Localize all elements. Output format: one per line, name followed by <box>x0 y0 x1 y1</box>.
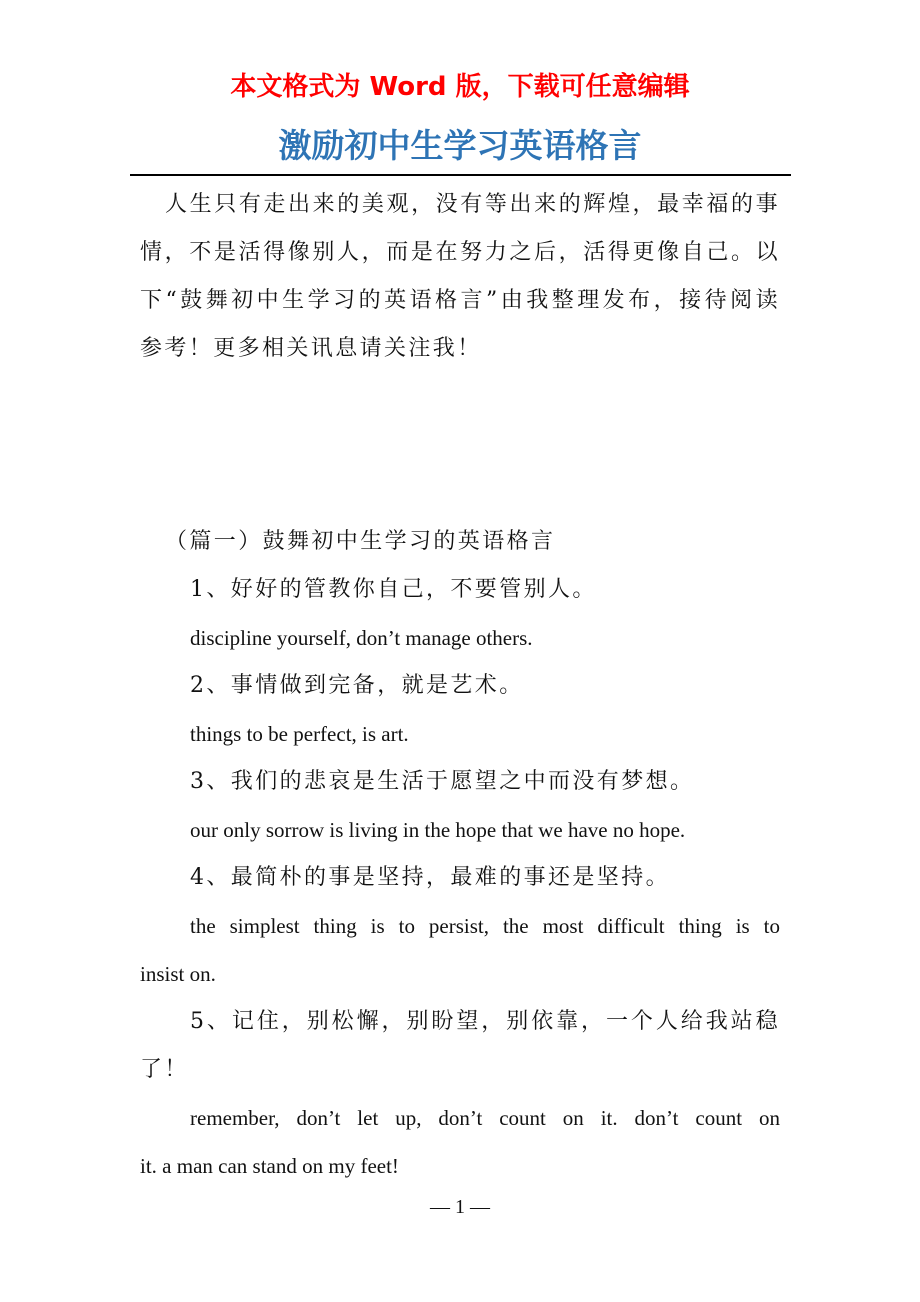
quote-cn: 3、我们的悲哀是生活于愿望之中而没有梦想。 <box>190 769 695 794</box>
intro-line: 参考！更多相关讯息请关注我！ <box>140 336 482 361</box>
intro-line: 下“鼓舞初中生学习的英语格言”由我整理发布，接待阅读 <box>140 288 780 313</box>
intro-line: 情，不是活得像别人，而是在努力之后，活得更像自己。以 <box>140 240 780 265</box>
intro-line: 人生只有走出来的美观，没有等出来的辉煌，最幸福的事 <box>165 192 780 217</box>
section-title: （篇一）鼓舞初中生学习的英语格言 <box>165 529 556 554</box>
quote-cn: 4、最简朴的事是坚持，最难的事还是坚持。 <box>190 865 670 890</box>
page-number: — 1 — <box>430 1196 490 1218</box>
quote-en: it. a man can stand on my feet! <box>140 1154 399 1178</box>
quote-en: the simplest thing is to persist, the most difficult thing is to <box>190 914 780 938</box>
quote-cn: 2、事情做到完备，就是艺术。 <box>190 673 524 698</box>
document-title: 激励初中生学习英语格言 <box>278 126 642 165</box>
quote-cn: 1、好好的管教你自己，不要管别人。 <box>190 577 597 602</box>
quote-en: things to be perfect, is art. <box>190 722 409 746</box>
format-notice: 本文格式为 Word 版，下载可任意编辑 <box>230 72 690 102</box>
quote-cn: 了！ <box>140 1057 189 1082</box>
title-divider <box>130 174 791 176</box>
quote-en: our only sorrow is living in the hope that we have no hope. <box>190 818 686 842</box>
quote-en: discipline yourself, don’t manage others. <box>190 626 533 650</box>
quote-en: insist on. <box>140 962 216 986</box>
quote-cn: 5、记住，别松懈，别盼望，别依靠，一个人给我站稳 <box>190 1009 780 1034</box>
quote-en: remember, don’t let up, don’t count on it. don’t count on <box>190 1106 780 1130</box>
